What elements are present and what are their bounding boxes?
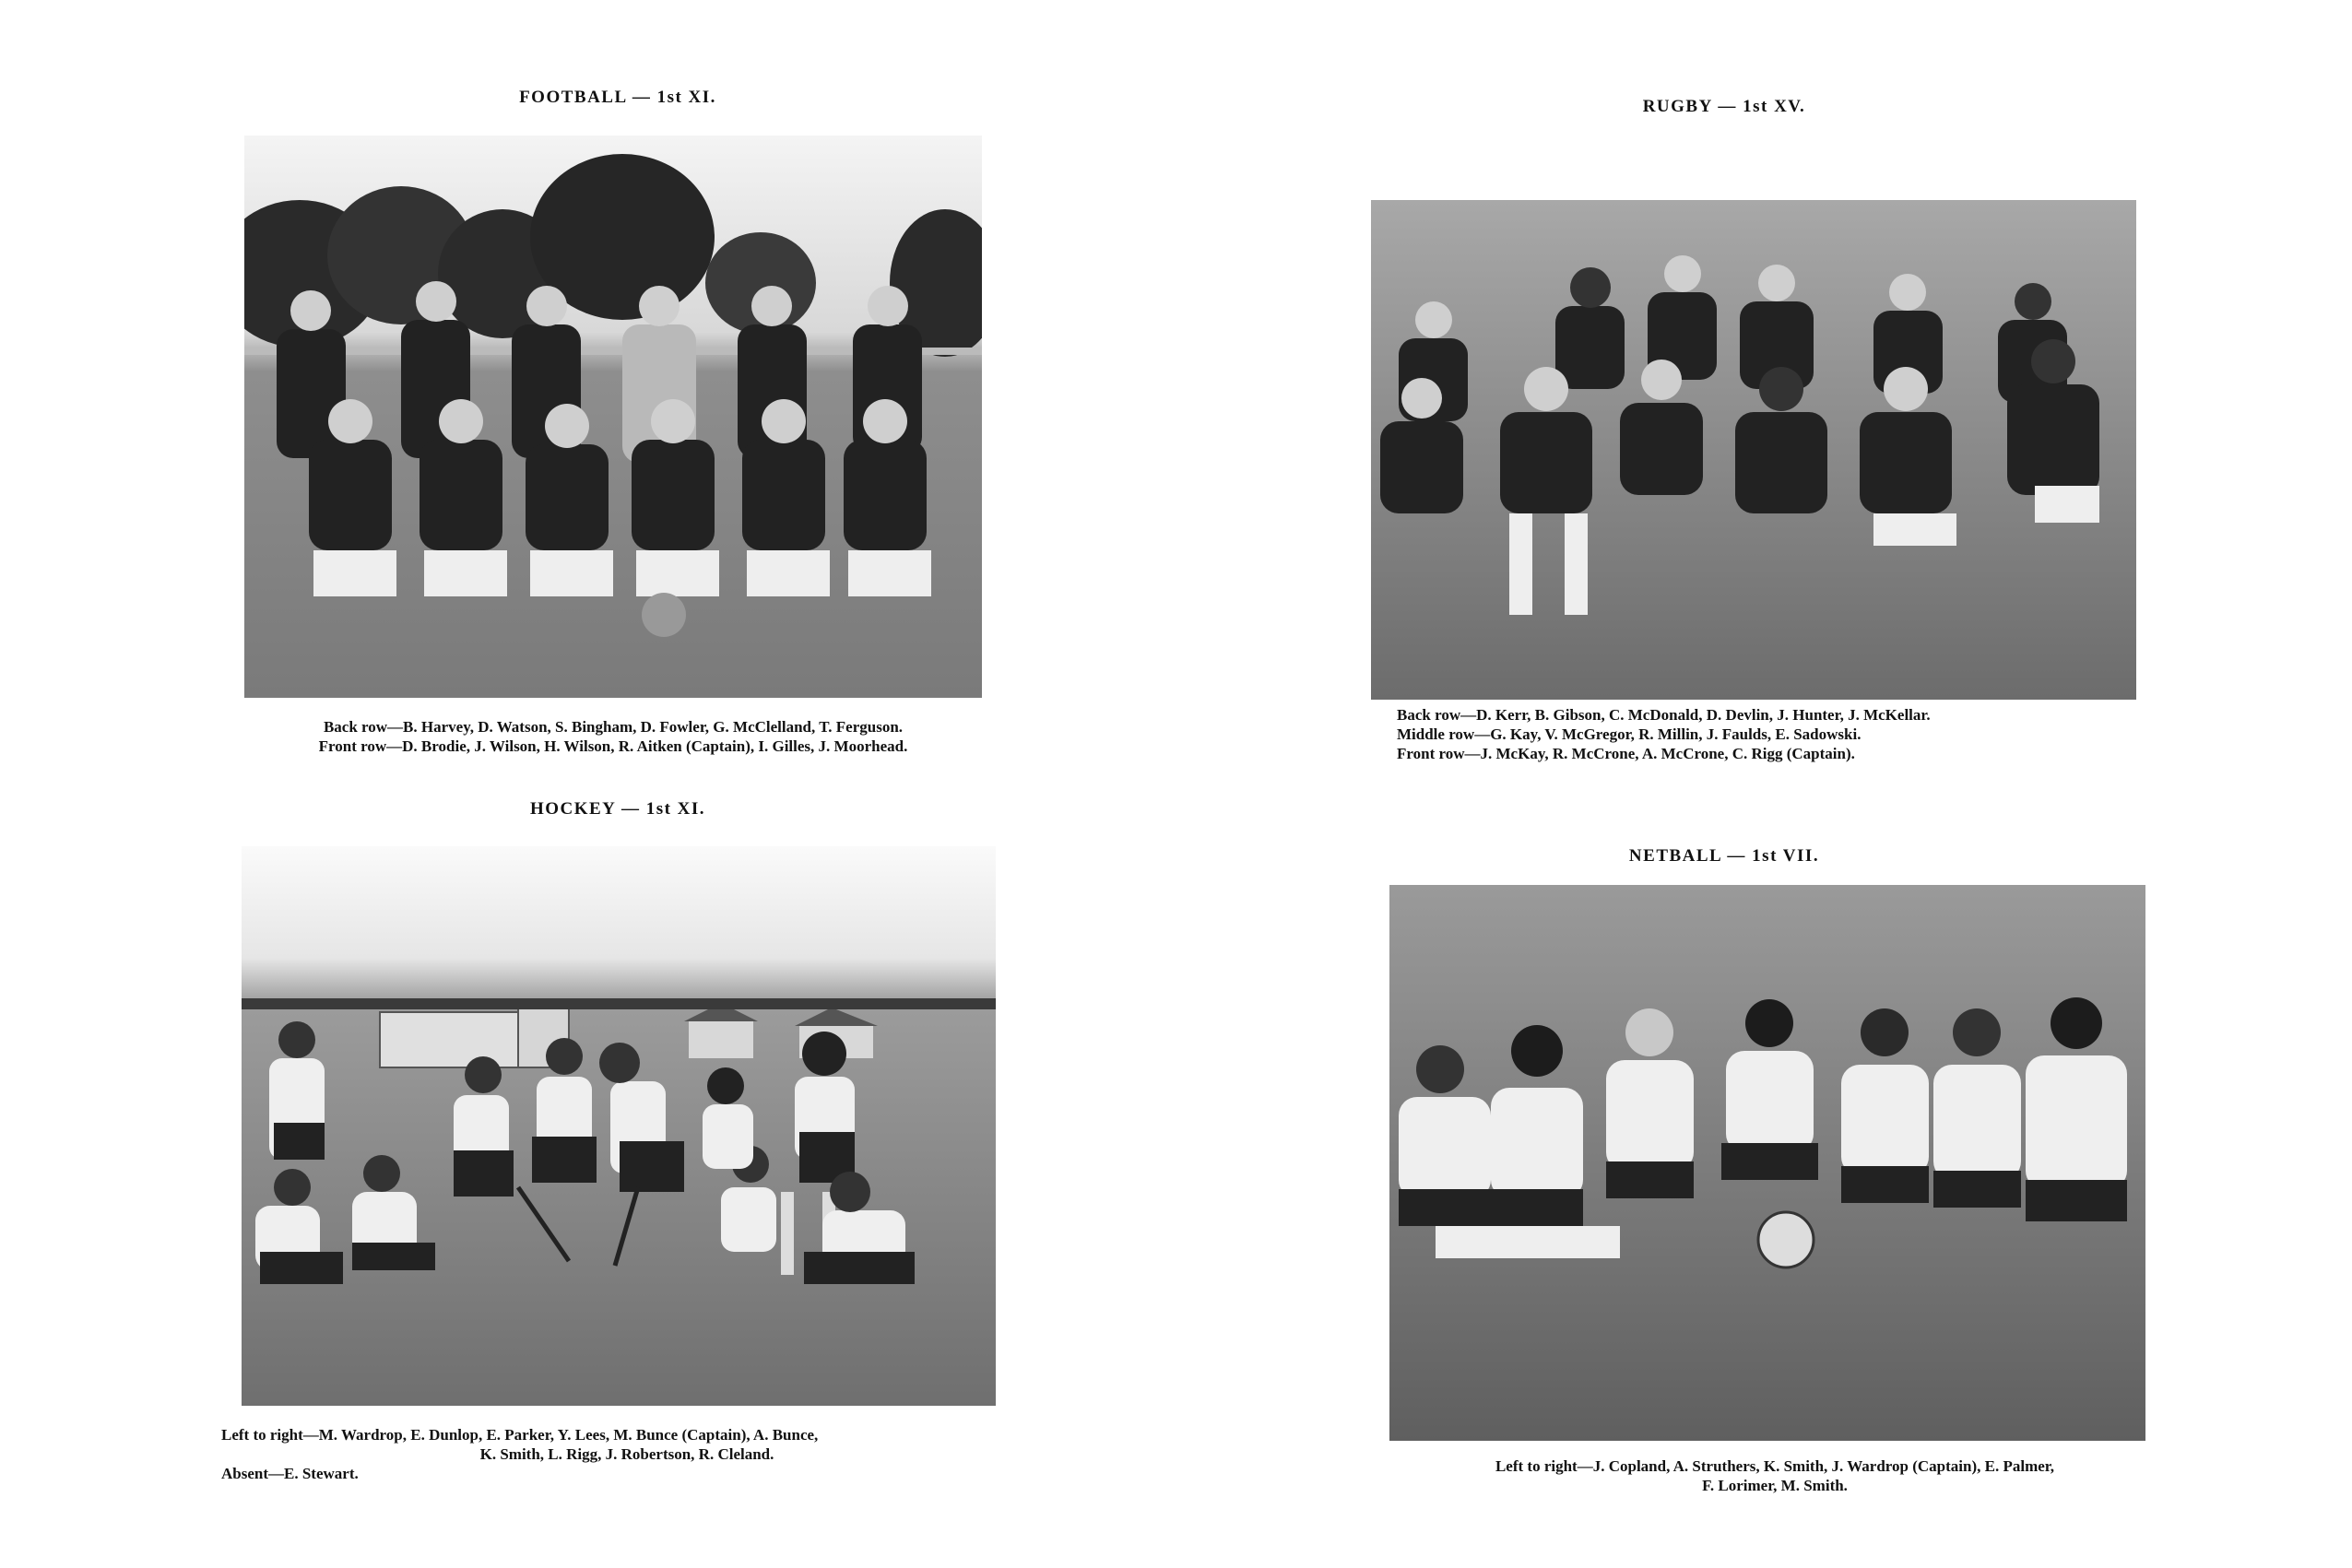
hockey-caption xyxy=(221,1425,1033,1483)
netball-team-photo xyxy=(1389,885,2145,1441)
rugby-team-photo xyxy=(1371,200,2136,700)
right-page xyxy=(1176,0,2352,1568)
hockey-title: HOCKEY — 1st XI. xyxy=(529,799,706,819)
rugby-caption xyxy=(1397,705,2153,763)
netball-title: NETBALL — 1st VII. xyxy=(1628,846,1820,866)
hockey-caption-absent: Absent—E. Stewart. xyxy=(221,1465,359,1482)
football-caption-front-row: Front row—D. Brodie, J. Wilson, H. Wilson, R. Aitken (Captain), I. Gilles, J. Moorhead. xyxy=(318,737,908,755)
rugby-caption-back-row: Back row—D. Kerr, B. Gibson, C. McDonald, D. Devlin, J. Hunter, J. McKellar. xyxy=(1397,706,1931,724)
rugby-caption-middle-row: Middle row—G. Kay, V. McGregor, R. Millin, J. Faulds, E. Sadowski. xyxy=(1397,725,1862,743)
football-title: FOOTBALL — 1st XI. xyxy=(519,88,716,107)
netball-caption xyxy=(1388,1456,2162,1495)
netball-caption-line-2: F. Lorimer, M. Smith. xyxy=(1702,1477,1848,1494)
hockey-team-photo xyxy=(242,846,996,1406)
hockey-caption-line-1: Left to right—M. Wardrop, E. Dunlop, E. Parker, Y. Lees, M. Bunce (Captain), A. Bunce, xyxy=(221,1426,819,1444)
hockey-caption-line-2: K. Smith, L. Rigg, J. Robertson, R. Cleland. xyxy=(479,1445,774,1463)
football-caption-back-row: Back row—B. Harvey, D. Watson, S. Bingham, D. Fowler, G. McClelland, T. Ferguson. xyxy=(323,718,904,736)
rugby-caption-front-row: Front row—J. McKay, R. McCrone, A. McCrone, C. Rigg (Captain). xyxy=(1397,745,1855,762)
football-team-photo xyxy=(244,136,982,698)
football-caption xyxy=(217,717,1010,756)
rugby-title: RUGBY — 1st XV. xyxy=(1642,97,1806,116)
netball-caption-line-1: Left to right—J. Copland, A. Struthers, K. Smith, J. Wardrop (Captain), E. Palmer, xyxy=(1495,1457,2055,1475)
